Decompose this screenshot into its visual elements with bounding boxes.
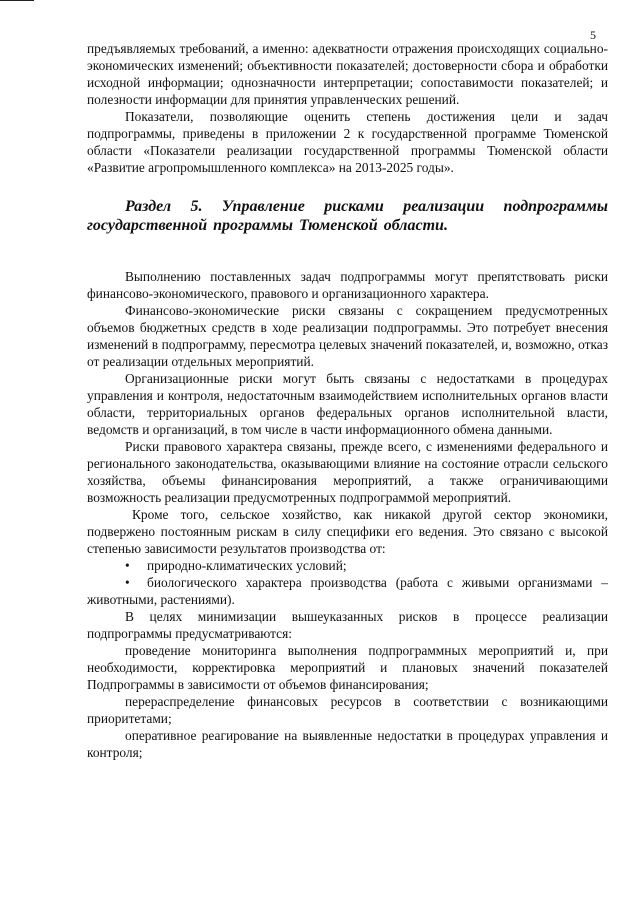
spacer xyxy=(87,235,608,268)
corner-scan-mark xyxy=(0,0,34,1)
paragraph-agriculture: Кроме того, сельское хозяйство, как никакой другой сектор экономики, подвержено постоянным рискам в силу специфики его ведения. Это связано с высокой степенью зависимости результатов производства от: xyxy=(87,507,608,556)
paragraph-measure-redistribution: перераспределение финансовых ресурсов в соответствии с возникающими приоритетами; xyxy=(87,694,608,726)
paragraph-measure-response: оперативное реагирование на выявленные недостатки в процедурах управления и контроля; xyxy=(87,728,608,760)
bullet-icon: • xyxy=(125,558,130,573)
list-item xyxy=(87,574,608,608)
paragraph-legal-risks: Риски правового характера связаны, прежде всего, с изменениями федерального и регионального законодательства, оказывающими влияние на состояние отрасли сельского хозяйства, объемы финансирования мероприятий, а также ограничивающими возможность реализации предусмотренных подпрограммой мероприятий. xyxy=(87,439,608,505)
paragraph-measures-intro: В целях минимизации вышеуказанных рисков в процессе реализации подпрограммы предусматриваются: xyxy=(87,609,608,641)
page-number: 5 xyxy=(590,28,596,42)
paragraph-financial-risks: Финансово-экономические риски связаны с сокращением предусмотренных объемов бюджетных средств в ходе реализации подпрограммы. Это потребует внесения изменений в подпрограмму, пересмотра целевых значений показателей, и, возможно, отказ от реализации отдельных мероприятий. xyxy=(87,303,608,369)
list-item-text: природно-климатических условий; xyxy=(147,558,347,573)
paragraph-measure-monitoring: проведение мониторинга выполнения подпрограммных мероприятий и, при необходимости, корректировка мероприятий и плановых значений показателей Подпрограммы в зависимости от объемов финансирования; xyxy=(87,643,608,692)
spacer xyxy=(87,176,608,197)
section-heading: Раздел 5. Управление рисками реализации подпрограммы государственной программы Тюменской области. xyxy=(87,198,608,234)
list-item-text: биологического характера производства (работа с живыми организмами – животными, растениями). xyxy=(87,575,608,607)
paragraph-indicators: Показатели, позволяющие оценить степень достижения цели и задач подпрограммы, приведены в приложении 2 к государственной программе Тюменской области «Показатели реализации государственной программы Тюменской области «Развитие агропромышленного комплекса» на 2013-2025 годы». xyxy=(87,109,608,175)
paragraph-organizational-risks: Организационные риски могут быть связаны с недостатками в процедурах управления и контроля, недостаточным взаимодействием исполнительных органов власти области, территориальных органов федеральных органов исполнительной власти, ведомств и организаций, в том числе в части информационного обмена данными. xyxy=(87,371,608,437)
paragraph-risks-intro: Выполнению поставленных задач подпрограммы могут препятствовать риски финансово-экономического, правового и организационного характера. xyxy=(87,269,608,301)
paragraph-continuation: предъявляемых требований, а именно: адекватности отражения происходящих социально-экономических изменений; объективности показателей; достоверности сбора и обработки исходной информации; однозначности интерпретации; сопоставимости показателей; и полезности информации для принятия управленческих решений. xyxy=(87,41,608,107)
document-body xyxy=(87,40,608,761)
list-item xyxy=(87,557,608,574)
bullet-icon: • xyxy=(125,575,130,590)
